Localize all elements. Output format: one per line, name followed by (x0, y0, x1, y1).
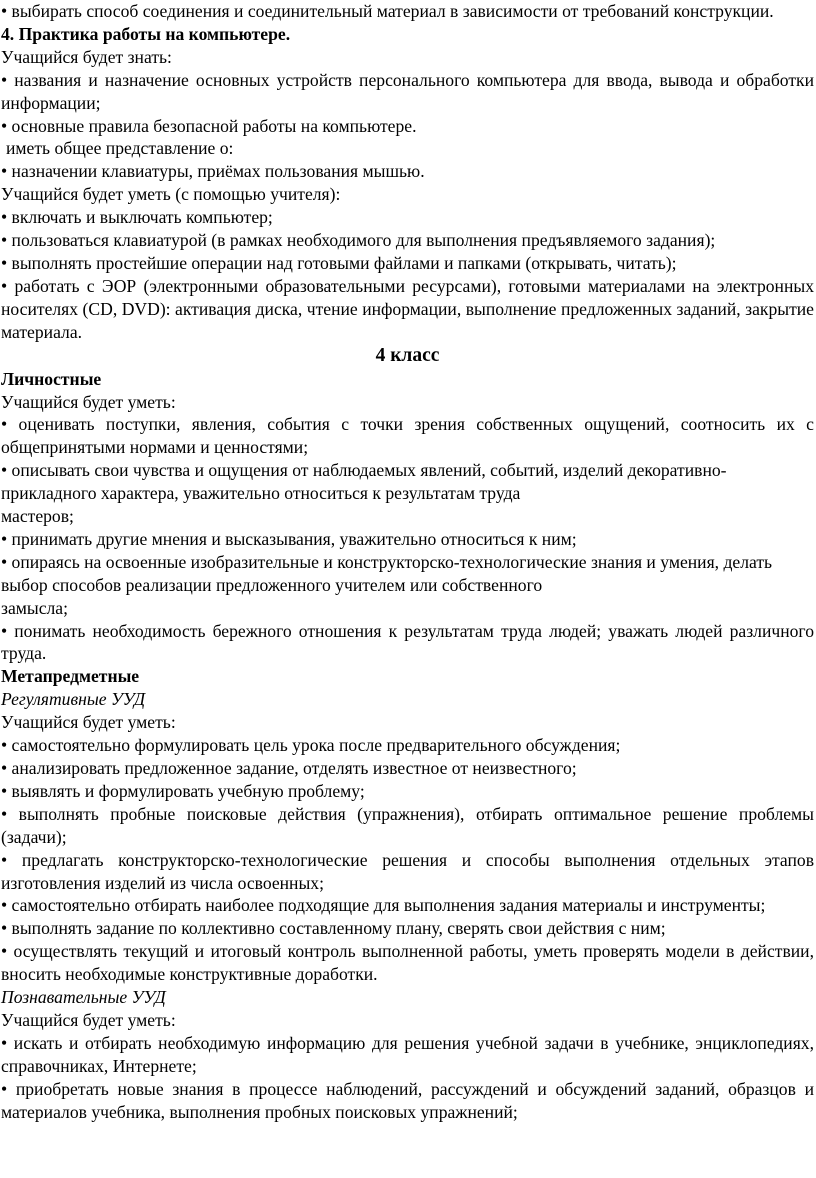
list-item: • выполнять простейшие операции над готовыми файлами и папками (открывать, читать); (1, 252, 677, 273)
list-item: • работать с ЭОР (электронными образовательными ресурсами), готовыми материалами на электронных носителях (CD, DVD): активация диска, чтение информации, выполнение предложенных заданий, закрытие материала. (1, 275, 814, 342)
list-item: • самостоятельно формулировать цель урока после предварительного обсуждения; (1, 735, 621, 756)
list-item: • опираясь на освоенные изобразительные и конструкторско-технологические знания и умения, делать выбор способов реализации предложенного учителем или собственного (1, 551, 773, 595)
list-item: • предлагать конструкторско-технологические решения и способы выполнения отдельных этапов изготовления изделий из числа освоенных; (1, 849, 814, 893)
list-item: • искать и отбирать необходимую информацию для решения учебной задачи в учебнике, энциклопедиях, справочниках, Интернете; (1, 1032, 814, 1076)
list-item: • понимать необходимость бережного отношения к результатам труда людей; уважать людей различного труда. (1, 620, 814, 664)
list-item: • принимать другие мнения и высказывания, уважительно относиться к ним; (1, 528, 577, 549)
list-item: • включать и выключать компьютер; (1, 207, 273, 228)
list-item: • выполнять пробные поисковые действия (упражнения), отбирать оптимальное решение проблемы (задачи); (1, 803, 814, 847)
paragraph: Учащийся будет уметь: (1, 391, 176, 412)
list-item: • оценивать поступки, явления, события с точки зрения собственных ощущений, соотносить их с общепринятыми нормами и ценностями; (1, 414, 814, 458)
section-heading: Метапредметные (1, 666, 140, 687)
list-item: • выбирать способ соединения и соединительный материал в зависимости от требований конструкции. (1, 1, 774, 21)
section-heading: 4. Практика работы на компьютере. (1, 23, 291, 44)
list-item: • приобретать новые знания в процессе наблюдений, рассуждений и обсуждений заданий, образцов и материалов учебника, выполнения пробных поисковых упражнений; (1, 1078, 814, 1122)
paragraph: Учащийся будет знать: (1, 46, 172, 67)
list-item: • выполнять задание по коллективно составленному плану, сверять свои действия с ним; (1, 918, 666, 939)
list-item: • названия и назначение основных устройств персонального компьютера для ввода, вывода и обработки информации; (1, 69, 814, 113)
list-item: • пользоваться клавиатурой (в рамках необходимого для выполнения предъявляемого задания); (1, 230, 716, 251)
subsection-heading: Регулятивные УУД (1, 689, 146, 710)
list-item: • самостоятельно отбирать наиболее подходящие для выполнения задания материалы и инструменты; (1, 895, 766, 916)
list-item: • описывать свои чувства и ощущения от наблюдаемых явлений, событий, изделий декоративно-прикладного характера, уважительно относиться к результатам труда (1, 460, 727, 504)
list-item: • основные правила безопасной работы на компьютере. (1, 115, 417, 136)
paragraph: Учащийся будет уметь: (1, 1009, 176, 1030)
paragraph: Учащийся будет уметь: (1, 712, 176, 733)
paragraph: мастеров; (1, 506, 74, 527)
list-item: • анализировать предложенное задание, отделять известное от неизвестного; (1, 758, 577, 778)
list-item: • осуществлять текущий и итоговый контроль выполненной работы, уметь проверять модели в действии, вносить необходимые конструктивные доработки. (1, 941, 814, 985)
paragraph: иметь общее представление о: (6, 138, 234, 159)
subsection-heading: Познавательные УУД (1, 987, 166, 1008)
paragraph: замысла; (1, 597, 68, 618)
list-item: • выявлять и формулировать учебную проблему; (1, 780, 365, 801)
list-item: • назначении клавиатуры, приёмах пользования мышью. (1, 161, 425, 182)
page-title: 4 класс (375, 344, 440, 366)
section-heading: Личностные (1, 368, 102, 389)
paragraph: Учащийся будет уметь (с помощью учителя): (1, 184, 341, 205)
